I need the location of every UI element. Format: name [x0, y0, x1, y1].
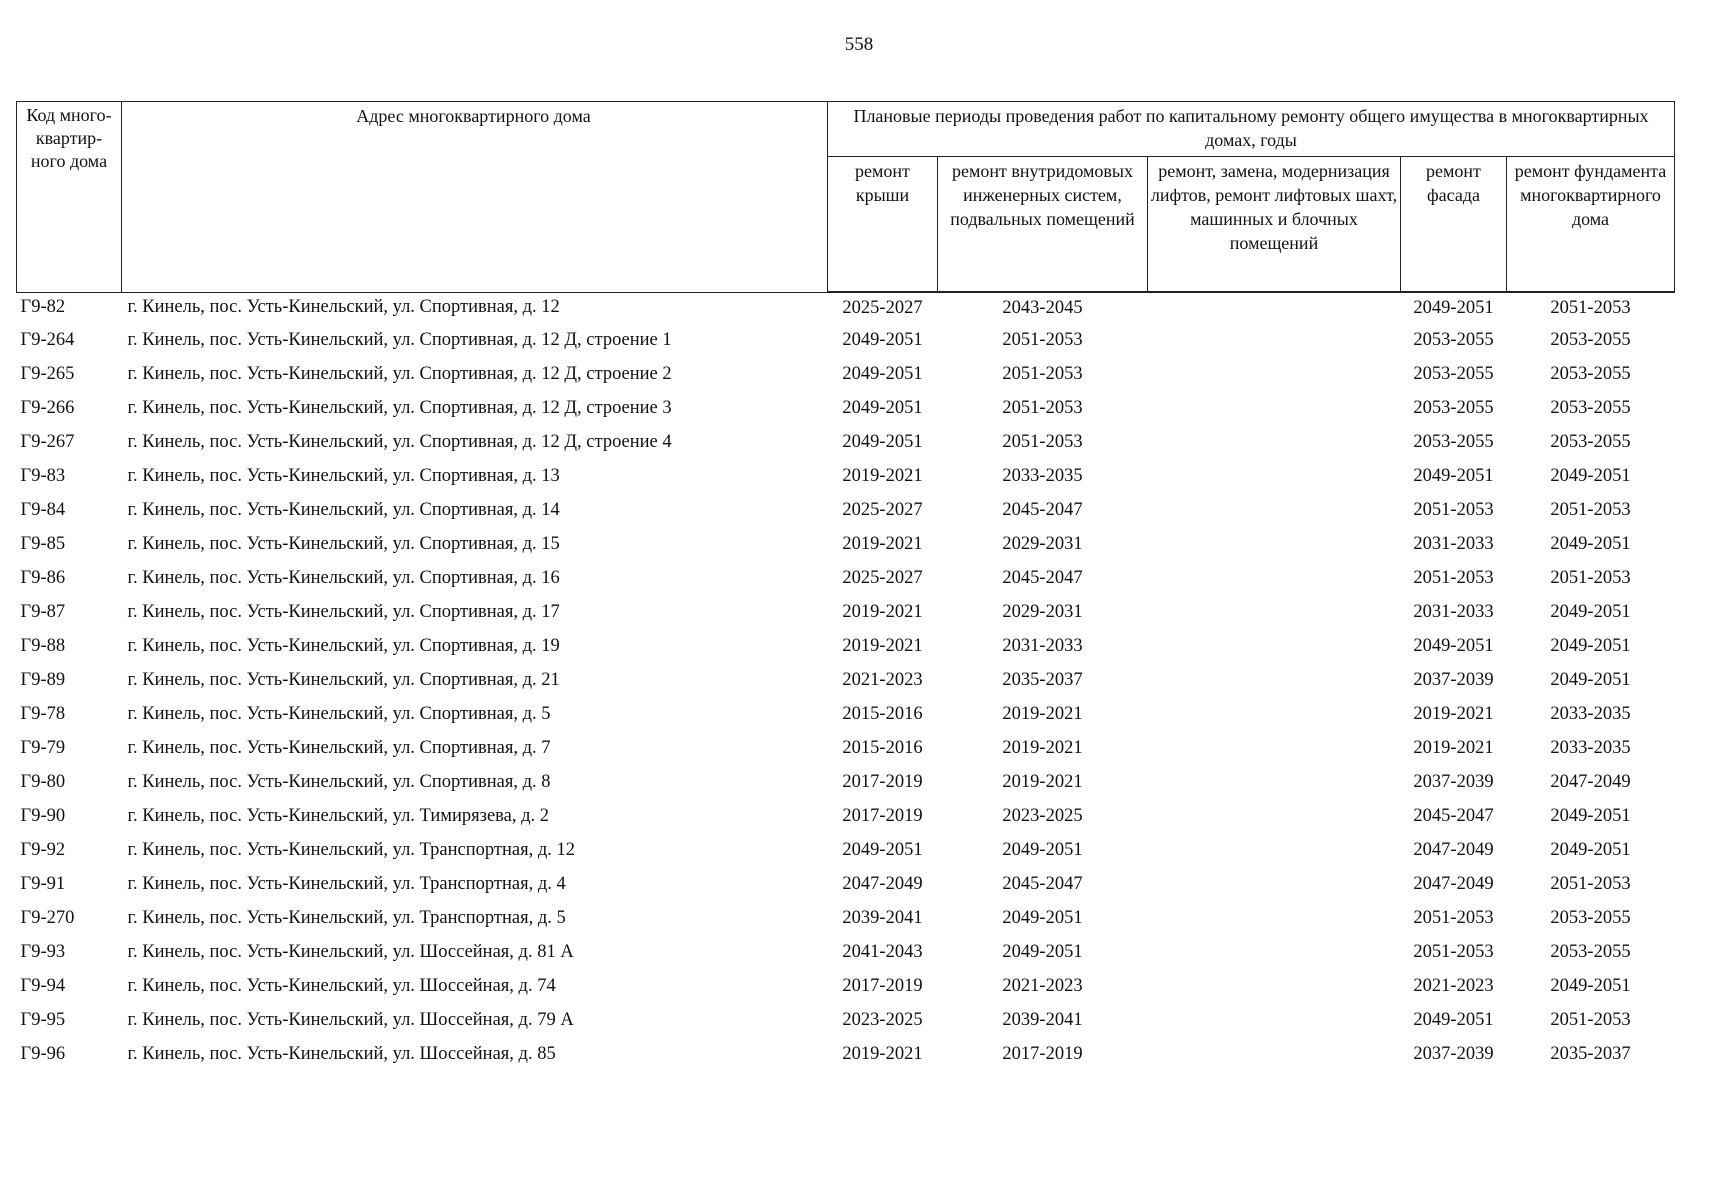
table-row — [17, 292, 1675, 323]
cell-roof: 2019-2021 — [842, 465, 923, 486]
cell-foundation: 2035-2037 — [1550, 1043, 1631, 1064]
table-row — [17, 629, 1675, 663]
cell-foundation: 2053-2055 — [1550, 941, 1631, 962]
cell-elevators — [1148, 561, 1401, 595]
capital-repair-table — [16, 101, 1675, 1071]
cell-facade: 2051-2053 — [1413, 567, 1494, 588]
cell-foundation: 2049-2051 — [1550, 601, 1631, 622]
cell-facade: 2049-2051 — [1413, 1009, 1494, 1030]
cell-code: Г9-89 — [20, 669, 66, 690]
cell-address: г. Кинель, пос. Усть-Кинельский, ул. Спортивная, д. 17 — [127, 601, 560, 622]
cell-systems: 2031-2033 — [1002, 635, 1083, 656]
cell-facade: 2053-2055 — [1413, 329, 1494, 350]
cell-elevators — [1148, 867, 1401, 901]
cell-facade: 2031-2033 — [1413, 533, 1494, 554]
table-row — [17, 969, 1675, 1003]
header-code: Код много-квартир-ного дома — [17, 102, 122, 293]
cell-systems: 2049-2051 — [1002, 941, 1083, 962]
cell-roof: 2023-2025 — [842, 1009, 923, 1030]
cell-systems: 2045-2047 — [1002, 873, 1083, 894]
cell-elevators — [1148, 833, 1401, 867]
cell-facade: 2049-2051 — [1413, 465, 1494, 486]
table-row — [17, 663, 1675, 697]
cell-systems: 2045-2047 — [1002, 499, 1083, 520]
cell-foundation: 2049-2051 — [1550, 533, 1631, 554]
table-row — [17, 561, 1675, 595]
table-row — [17, 1037, 1675, 1071]
cell-foundation: 2049-2051 — [1550, 805, 1631, 826]
cell-address: г. Кинель, пос. Усть-Кинельский, ул. Спортивная, д. 15 — [127, 533, 560, 554]
cell-foundation: 2047-2049 — [1550, 771, 1631, 792]
cell-facade: 2047-2049 — [1413, 873, 1494, 894]
table-header — [17, 102, 1675, 293]
cell-code: Г9-266 — [20, 397, 75, 418]
table-body — [17, 292, 1675, 1071]
cell-systems: 2051-2053 — [1002, 431, 1083, 452]
cell-systems: 2019-2021 — [1002, 771, 1083, 792]
cell-address: г. Кинель, пос. Усть-Кинельский, ул. Спортивная, д. 14 — [127, 499, 560, 520]
cell-code: Г9-87 — [20, 601, 66, 622]
cell-elevators — [1148, 527, 1401, 561]
cell-address: г. Кинель, пос. Усть-Кинельский, ул. Спортивная, д. 12 Д, строение 4 — [127, 431, 672, 452]
cell-elevators — [1148, 391, 1401, 425]
cell-elevators — [1148, 629, 1401, 663]
cell-address: г. Кинель, пос. Усть-Кинельский, ул. Шоссейная, д. 81 А — [127, 941, 574, 962]
cell-foundation: 2053-2055 — [1550, 363, 1631, 384]
cell-code: Г9-91 — [20, 873, 66, 894]
cell-elevators — [1148, 357, 1401, 391]
cell-roof: 2019-2021 — [842, 1043, 923, 1064]
cell-systems: 2051-2053 — [1002, 329, 1083, 350]
table-row — [17, 901, 1675, 935]
cell-code: Г9-80 — [20, 771, 66, 792]
table-row — [17, 391, 1675, 425]
cell-facade: 2049-2051 — [1413, 297, 1494, 318]
cell-facade: 2031-2033 — [1413, 601, 1494, 622]
cell-roof: 2049-2051 — [842, 431, 923, 452]
cell-facade: 2037-2039 — [1413, 669, 1494, 690]
cell-foundation: 2051-2053 — [1550, 567, 1631, 588]
cell-roof: 2041-2043 — [842, 941, 923, 962]
cell-roof: 2025-2027 — [842, 297, 923, 318]
cell-address: г. Кинель, пос. Усть-Кинельский, ул. Шоссейная, д. 74 — [127, 975, 556, 996]
cell-code: Г9-270 — [20, 907, 75, 928]
cell-facade: 2051-2053 — [1413, 499, 1494, 520]
cell-address: г. Кинель, пос. Усть-Кинельский, ул. Шоссейная, д. 85 — [127, 1043, 556, 1064]
table-row — [17, 493, 1675, 527]
cell-code: Г9-267 — [20, 431, 75, 452]
cell-roof: 2049-2051 — [842, 329, 923, 350]
cell-roof: 2017-2019 — [842, 975, 923, 996]
cell-elevators — [1148, 663, 1401, 697]
table-row — [17, 867, 1675, 901]
cell-elevators — [1148, 323, 1401, 357]
cell-roof: 2017-2019 — [842, 805, 923, 826]
cell-address: г. Кинель, пос. Усть-Кинельский, ул. Спортивная, д. 12 Д, строение 3 — [127, 397, 672, 418]
cell-address: г. Кинель, пос. Усть-Кинельский, ул. Спортивная, д. 12 Д, строение 1 — [127, 329, 672, 350]
table-row — [17, 527, 1675, 561]
cell-systems: 2039-2041 — [1002, 1009, 1083, 1030]
table-row — [17, 459, 1675, 493]
cell-roof: 2017-2019 — [842, 771, 923, 792]
cell-foundation: 2051-2053 — [1550, 499, 1631, 520]
cell-address: г. Кинель, пос. Усть-Кинельский, ул. Спортивная, д. 12 — [127, 297, 560, 318]
cell-code: Г9-95 — [20, 1009, 66, 1030]
cell-elevators — [1148, 1037, 1401, 1071]
cell-foundation: 2033-2035 — [1550, 737, 1631, 758]
cell-code: Г9-79 — [20, 737, 66, 758]
cell-code: Г9-265 — [20, 363, 75, 384]
cell-foundation: 2051-2053 — [1550, 297, 1631, 318]
header-systems: ремонт внутридомовых инженерных систем, подвальных помещений — [938, 157, 1148, 293]
cell-systems: 2049-2051 — [1002, 907, 1083, 928]
header-roof: ремонт крыши — [828, 157, 938, 293]
cell-code: Г9-83 — [20, 465, 66, 486]
cell-systems: 2019-2021 — [1002, 703, 1083, 724]
cell-elevators — [1148, 799, 1401, 833]
cell-systems: 2049-2051 — [1002, 839, 1083, 860]
cell-code: Г9-92 — [20, 839, 66, 860]
cell-code: Г9-85 — [20, 533, 66, 554]
cell-facade: 2053-2055 — [1413, 431, 1494, 452]
cell-roof: 2047-2049 — [842, 873, 923, 894]
cell-address: г. Кинель, пос. Усть-Кинельский, ул. Тимирязева, д. 2 — [127, 805, 550, 826]
cell-address: г. Кинель, пос. Усть-Кинельский, ул. Спортивная, д. 7 — [127, 737, 551, 758]
cell-systems: 2045-2047 — [1002, 567, 1083, 588]
cell-address: г. Кинель, пос. Усть-Кинельский, ул. Спортивная, д. 12 Д, строение 2 — [127, 363, 672, 384]
cell-code: Г9-94 — [20, 975, 66, 996]
cell-foundation: 2049-2051 — [1550, 669, 1631, 690]
table-row — [17, 833, 1675, 867]
cell-address: г. Кинель, пос. Усть-Кинельский, ул. Спортивная, д. 8 — [127, 771, 551, 792]
cell-foundation: 2033-2035 — [1550, 703, 1631, 724]
cell-address: г. Кинель, пос. Усть-Кинельский, ул. Транспортная, д. 5 — [127, 907, 566, 928]
cell-foundation: 2049-2051 — [1550, 975, 1631, 996]
cell-elevators — [1148, 425, 1401, 459]
cell-address: г. Кинель, пос. Усть-Кинельский, ул. Спортивная, д. 21 — [127, 669, 560, 690]
table-row — [17, 697, 1675, 731]
cell-roof: 2015-2016 — [842, 703, 923, 724]
cell-address: г. Кинель, пос. Усть-Кинельский, ул. Спортивная, д. 13 — [127, 465, 560, 486]
cell-foundation: 2051-2053 — [1550, 1009, 1631, 1030]
header-facade: ремонт фасада — [1401, 157, 1507, 293]
cell-code: Г9-93 — [20, 941, 66, 962]
cell-facade: 2053-2055 — [1413, 363, 1494, 384]
table-row — [17, 425, 1675, 459]
cell-facade: 2051-2053 — [1413, 941, 1494, 962]
table-row — [17, 357, 1675, 391]
cell-foundation: 2049-2051 — [1550, 839, 1631, 860]
cell-roof: 2019-2021 — [842, 601, 923, 622]
cell-elevators — [1148, 901, 1401, 935]
cell-systems: 2017-2019 — [1002, 1043, 1083, 1064]
cell-systems: 2051-2053 — [1002, 363, 1083, 384]
cell-code: Г9-78 — [20, 703, 66, 724]
cell-elevators — [1148, 697, 1401, 731]
cell-facade: 2019-2021 — [1413, 737, 1494, 758]
cell-facade: 2053-2055 — [1413, 397, 1494, 418]
cell-elevators — [1148, 969, 1401, 1003]
header-periods-group: Плановые периоды проведения работ по капитальному ремонту общего имущества в многоквартирных домах, годы — [828, 102, 1675, 157]
cell-address: г. Кинель, пос. Усть-Кинельский, ул. Транспортная, д. 4 — [127, 873, 566, 894]
cell-roof: 2025-2027 — [842, 499, 923, 520]
header-address: Адрес многоквартирного дома — [122, 102, 828, 293]
cell-elevators — [1148, 292, 1401, 323]
cell-code: Г9-82 — [20, 297, 66, 318]
cell-elevators — [1148, 1003, 1401, 1037]
cell-systems: 2043-2045 — [1002, 297, 1083, 318]
cell-address: г. Кинель, пос. Усть-Кинельский, ул. Спортивная, д. 16 — [127, 567, 560, 588]
cell-foundation: 2051-2053 — [1550, 873, 1631, 894]
cell-elevators — [1148, 493, 1401, 527]
cell-foundation: 2053-2055 — [1550, 907, 1631, 928]
table-row — [17, 731, 1675, 765]
table-row — [17, 935, 1675, 969]
cell-systems: 2023-2025 — [1002, 805, 1083, 826]
cell-code: Г9-84 — [20, 499, 66, 520]
cell-facade: 2049-2051 — [1413, 635, 1494, 656]
cell-roof: 2021-2023 — [842, 669, 923, 690]
header-elevators: ремонт, замена, модернизация лифтов, ремонт лифтовых шахт, машинных и блочных помещений — [1148, 157, 1401, 293]
cell-elevators — [1148, 595, 1401, 629]
cell-systems: 2033-2035 — [1002, 465, 1083, 486]
cell-roof: 2019-2021 — [842, 635, 923, 656]
cell-address: г. Кинель, пос. Усть-Кинельский, ул. Спортивная, д. 5 — [127, 703, 551, 724]
cell-foundation: 2049-2051 — [1550, 635, 1631, 656]
cell-facade: 2037-2039 — [1413, 771, 1494, 792]
cell-roof: 2049-2051 — [842, 363, 923, 384]
cell-foundation: 2053-2055 — [1550, 329, 1631, 350]
cell-foundation: 2049-2051 — [1550, 465, 1631, 486]
cell-facade: 2047-2049 — [1413, 839, 1494, 860]
page-number: 558 — [844, 34, 874, 55]
cell-address: г. Кинель, пос. Усть-Кинельский, ул. Транспортная, д. 12 — [127, 839, 575, 860]
table-row — [17, 595, 1675, 629]
cell-systems: 2035-2037 — [1002, 669, 1083, 690]
cell-elevators — [1148, 935, 1401, 969]
cell-code: Г9-96 — [20, 1043, 66, 1064]
cell-elevators — [1148, 731, 1401, 765]
cell-roof: 2049-2051 — [842, 839, 923, 860]
cell-address: г. Кинель, пос. Усть-Кинельский, ул. Спортивная, д. 19 — [127, 635, 560, 656]
cell-roof: 2019-2021 — [842, 533, 923, 554]
cell-roof: 2039-2041 — [842, 907, 923, 928]
cell-roof: 2025-2027 — [842, 567, 923, 588]
cell-elevators — [1148, 459, 1401, 493]
cell-facade: 2021-2023 — [1413, 975, 1494, 996]
cell-elevators — [1148, 765, 1401, 799]
cell-systems: 2019-2021 — [1002, 737, 1083, 758]
cell-roof: 2015-2016 — [842, 737, 923, 758]
table-row — [17, 1003, 1675, 1037]
cell-code: Г9-264 — [20, 329, 75, 350]
cell-facade: 2037-2039 — [1413, 1043, 1494, 1064]
cell-foundation: 2053-2055 — [1550, 397, 1631, 418]
cell-systems: 2021-2023 — [1002, 975, 1083, 996]
table-row — [17, 799, 1675, 833]
cell-foundation: 2053-2055 — [1550, 431, 1631, 452]
header-foundation: ремонт фундамента многоквартирного дома — [1507, 157, 1675, 293]
header-group-row — [17, 102, 1675, 157]
cell-facade: 2045-2047 — [1413, 805, 1494, 826]
cell-systems: 2029-2031 — [1002, 601, 1083, 622]
cell-facade: 2051-2053 — [1413, 907, 1494, 928]
cell-systems: 2029-2031 — [1002, 533, 1083, 554]
table-row — [17, 323, 1675, 357]
table-row — [17, 765, 1675, 799]
cell-address: г. Кинель, пос. Усть-Кинельский, ул. Шоссейная, д. 79 А — [127, 1009, 574, 1030]
cell-code: Г9-86 — [20, 567, 66, 588]
cell-facade: 2019-2021 — [1413, 703, 1494, 724]
cell-systems: 2051-2053 — [1002, 397, 1083, 418]
cell-roof: 2049-2051 — [842, 397, 923, 418]
cell-code: Г9-90 — [20, 805, 66, 826]
cell-code: Г9-88 — [20, 635, 66, 656]
